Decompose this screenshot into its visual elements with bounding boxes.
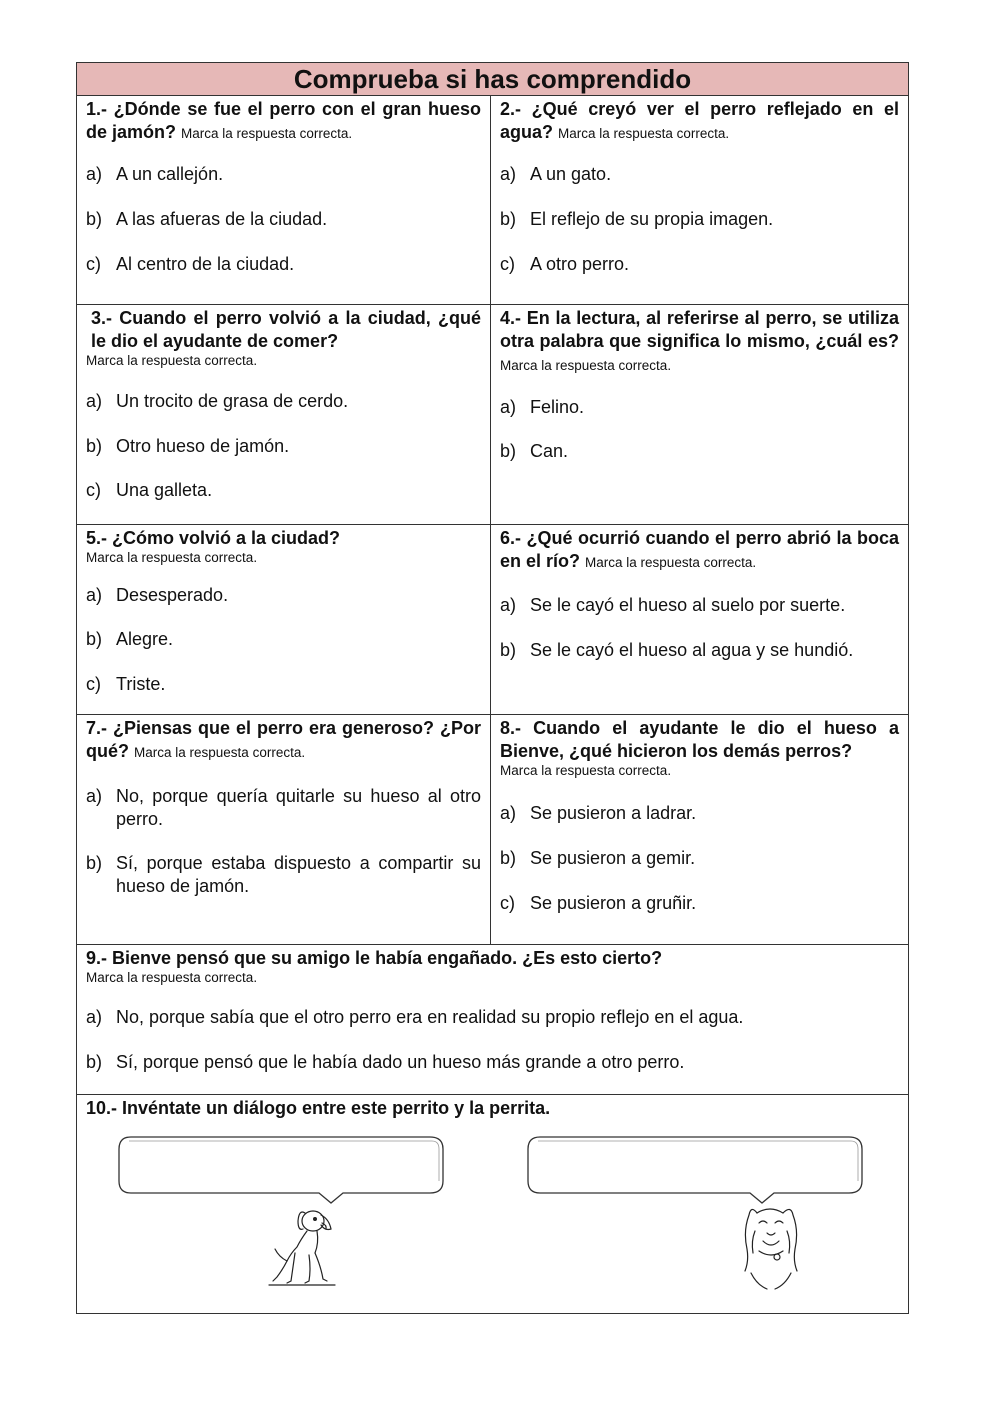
question-3-option-b[interactable] [86, 435, 481, 458]
question-1 [86, 98, 481, 145]
option-letter: b) [86, 436, 103, 456]
right-speech-bubble[interactable] [526, 1135, 876, 1215]
question-8-instruction: Marca la respuesta correcta. [500, 763, 672, 778]
question-4 [500, 307, 899, 377]
option-text: A otro perro. [530, 254, 630, 274]
option-text: Al centro de la ciudad. [116, 254, 295, 274]
question-1-option-a[interactable] [86, 163, 481, 186]
question-7-text: 7.- ¿Piensas que el perro era generoso? ¿Por qué? [86, 718, 481, 761]
option-letter: a) [500, 595, 517, 615]
option-text: Un trocito de grasa de cerdo. [116, 391, 349, 411]
question-4-text: 4.- En la lectura, al referirse al perro, se utiliza otra palabra que significa lo mismo, ¿cuál es? [500, 308, 899, 351]
option-text: A un callejón. [116, 164, 224, 184]
option-text: Can. [530, 441, 569, 461]
question-5-option-a[interactable] [86, 584, 481, 607]
question-2-option-b[interactable] [500, 208, 899, 231]
option-text: Se le cayó el hueso al agua y se hundió. [530, 640, 854, 660]
option-text: A un gato. [530, 164, 612, 184]
question-10-cell [77, 1095, 908, 1313]
option-letter: c) [86, 480, 101, 500]
option-text: Felino. [530, 397, 585, 417]
option-text: Se le cayó el hueso al suelo por suerte. [530, 595, 846, 615]
question-9: 9.- Bienve pensó que su amigo le había engañado. ¿Es esto cierto? [86, 948, 663, 968]
option-text: Desesperado. [116, 585, 229, 605]
option-text: Se pusieron a gruñir. [530, 893, 697, 913]
question-2-option-a[interactable] [500, 163, 899, 186]
option-text: No, porque quería quitarle su hueso al otro perro. [116, 786, 481, 829]
question-3-instruction: Marca la respuesta correcta. [86, 353, 258, 368]
option-text: El reflejo de su propia imagen. [530, 209, 774, 229]
question-3-cell [77, 305, 491, 525]
question-6-option-b[interactable] [500, 639, 899, 662]
question-9-instruction: Marca la respuesta correcta. [86, 970, 258, 985]
option-letter: b) [86, 209, 103, 229]
question-7-option-b[interactable] [86, 852, 481, 898]
question-7-option-a[interactable] [86, 785, 481, 831]
option-letter: a) [500, 397, 517, 417]
question-6-text: 6.- ¿Qué ocurrió cuando el perro abrió la boca en el río? [500, 528, 899, 571]
question-9-cell [77, 945, 908, 1095]
question-3: 3.- Cuando el perro volvió a la ciudad, ¿qué le dio el ayudante de comer? [91, 308, 481, 351]
question-8-option-a[interactable] [500, 802, 899, 825]
option-letter: c) [86, 674, 101, 694]
question-4-option-b[interactable] [500, 440, 899, 463]
question-5: 5.- ¿Cómo volvió a la ciudad? [86, 528, 341, 548]
question-1-cell [77, 96, 491, 305]
option-text: Se pusieron a ladrar. [530, 803, 697, 823]
puppy-icon [265, 1203, 345, 1287]
option-letter: b) [86, 1052, 103, 1072]
question-9-option-a[interactable] [86, 1006, 899, 1029]
question-8: 8.- Cuando el ayudante le dio el hueso a Bienve, ¿qué hicieron los demás perros? [500, 718, 899, 761]
question-2-option-c[interactable] [500, 253, 899, 276]
question-1-option-c[interactable] [86, 253, 481, 276]
question-3-option-c[interactable] [86, 479, 481, 502]
option-letter: c) [500, 254, 515, 274]
option-letter: a) [86, 786, 103, 806]
option-letter: a) [500, 803, 517, 823]
option-letter: a) [86, 391, 103, 411]
question-5-option-b[interactable] [86, 628, 481, 651]
option-letter: b) [500, 640, 517, 660]
question-10: 10.- Invéntate un diálogo entre este perrito y la perrita. [86, 1098, 551, 1118]
option-letter: a) [500, 164, 517, 184]
question-2-instruction: Marca la respuesta correcta. [558, 126, 730, 141]
option-text: Alegre. [116, 629, 174, 649]
question-6 [500, 527, 899, 574]
question-8-cell [491, 715, 908, 945]
question-4-option-a[interactable] [500, 396, 899, 419]
option-text: A las afueras de la ciudad. [116, 209, 328, 229]
option-letter: b) [86, 853, 103, 873]
question-1-instruction: Marca la respuesta correcta. [181, 126, 353, 141]
option-letter: b) [500, 848, 517, 868]
question-2-cell [491, 96, 908, 305]
worksheet-title: Comprueba si has comprendido [77, 63, 908, 96]
question-6-instruction: Marca la respuesta correcta. [585, 555, 757, 570]
question-1-text: 1.- ¿Dónde se fue el perro con el gran hueso de jamón? [86, 99, 481, 142]
question-1-option-b[interactable] [86, 208, 481, 231]
question-6-option-a[interactable] [500, 594, 899, 617]
question-8-option-c[interactable] [500, 892, 899, 915]
option-letter: b) [500, 441, 517, 461]
option-text: Triste. [116, 674, 166, 694]
option-letter: c) [500, 893, 515, 913]
option-text: Sí, porque pensó que le había dado un hueso más grande a otro perro. [116, 1052, 685, 1072]
lady-dog-icon [737, 1201, 807, 1291]
option-text: Otro hueso de jamón. [116, 436, 290, 456]
option-letter: c) [86, 254, 101, 274]
question-7-cell [77, 715, 491, 945]
option-text: Se pusieron a gemir. [530, 848, 696, 868]
question-9-option-b[interactable] [86, 1051, 899, 1074]
worksheet [76, 62, 909, 1314]
option-letter: b) [86, 629, 103, 649]
question-4-cell [491, 305, 908, 525]
question-4-instruction: Marca la respuesta correcta. [500, 358, 672, 373]
question-5-instruction: Marca la respuesta correcta. [86, 550, 258, 565]
question-2-text: 2.- ¿Qué creyó ver el perro reflejado en el agua? [500, 99, 899, 142]
option-text: No, porque sabía que el otro perro era en realidad su propio reflejo en el agua. [116, 1007, 744, 1027]
question-3-option-a[interactable] [86, 390, 481, 413]
question-7-instruction: Marca la respuesta correcta. [134, 745, 306, 760]
option-letter: b) [500, 209, 517, 229]
question-5-option-c[interactable] [86, 673, 481, 696]
option-letter: a) [86, 585, 103, 605]
option-letter: a) [86, 1007, 103, 1027]
question-8-option-b[interactable] [500, 847, 899, 870]
option-letter: a) [86, 164, 103, 184]
option-text: Sí, porque estaba dispuesto a compartir su hueso de jamón. [116, 853, 481, 896]
question-6-cell [491, 525, 908, 715]
question-7 [86, 717, 481, 764]
option-text: Una galleta. [116, 480, 213, 500]
question-2 [500, 98, 899, 145]
question-5-cell [77, 525, 491, 715]
